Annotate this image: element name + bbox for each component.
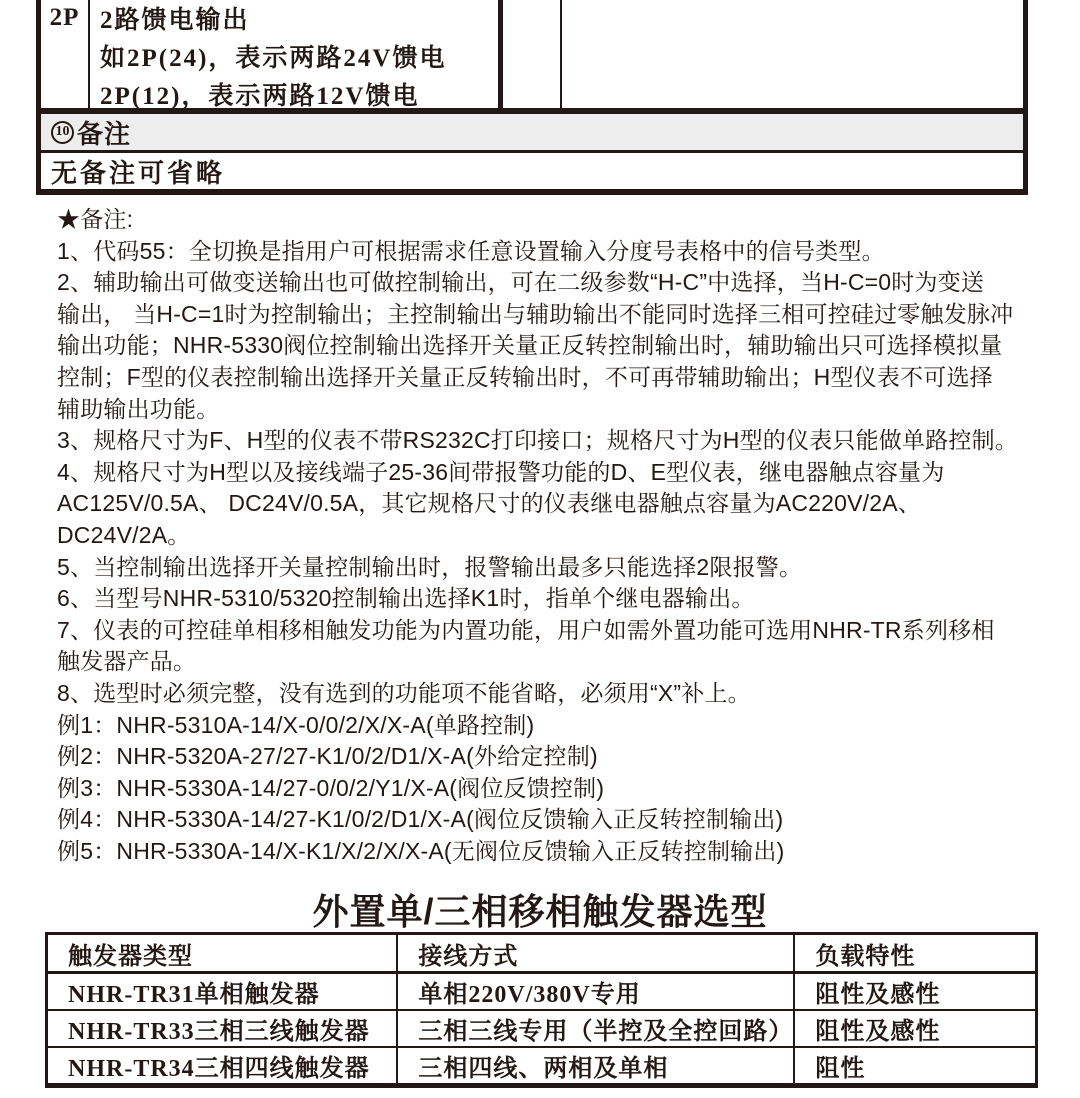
example-1: 例1：NHR-5310A-14/X-0/0/2/X/X-A(单路控制) xyxy=(57,711,535,738)
feed-description-cell xyxy=(90,0,503,108)
table-row xyxy=(47,1047,1037,1086)
feed-code-cell: 2P xyxy=(41,0,90,108)
note-8: 8、选型时必须完整，没有选到的功能项不能省略，必须用“X”补上。 xyxy=(57,679,751,706)
trigger-table-header-row xyxy=(47,934,1037,973)
remark-section-header xyxy=(36,114,1028,150)
note-2-line3: 输出功能；NHR-5330阀位控制输出选择开关量正反转控制输出时，辅助输出只可选择模拟量 xyxy=(57,332,1003,359)
table-bottom-border xyxy=(36,189,1028,195)
table-row xyxy=(47,973,1037,1011)
col-header-load-type: 负载特性 xyxy=(794,934,1036,973)
note-2-line2: 输出， 当H-C=1时为控制输出；主控制输出与辅助输出不能同时选择三相可控硅过零触发脉冲 xyxy=(57,300,1014,327)
remark-value-row: 无备注可省略 xyxy=(36,153,1028,189)
note-4-line1: 4、规格尺寸为H型以及接线端子25-36间带报警功能的D、E型仪表，继电器触点容量为 xyxy=(57,458,945,485)
note-6: 6、当型号NHR-5310/5320控制输出选择K1时，指单个继电器输出。 xyxy=(57,585,755,612)
trigger-type-cell: NHR-TR34三相四线触发器 xyxy=(47,1047,398,1086)
note-5: 5、当控制输出选择开关量控制输出时，报警输出最多只能选择2限报警。 xyxy=(57,553,803,580)
example-3: 例3：NHR-5330A-14/27-0/0/2/Y1/X-A(阀位反馈控制) xyxy=(57,774,605,801)
load-type-cell: 阻性 xyxy=(794,1047,1036,1086)
example-4: 例4：NHR-5330A-14/27-K1/0/2/D1/X-A(阀位反馈输入正反转控制输出) xyxy=(57,806,784,833)
note-7-line2: 触发器产品。 xyxy=(57,648,197,675)
notes-block xyxy=(57,204,1067,867)
example-5: 例5：NHR-5330A-14/X-K1/X/2/X/X-A(无阀位反馈输入正反转控制输出) xyxy=(57,837,785,864)
note-4-line2: AC125V/0.5A、 DC24V/0.5A，其它规格尺寸的仪表继电器触点容量为AC220V/2A、 xyxy=(57,490,921,517)
feed-desc-line-2: 如2P(24)，表示两路24V馈电 xyxy=(100,45,447,72)
load-type-cell: 阻性及感性 xyxy=(794,973,1036,1011)
table-row xyxy=(47,1010,1037,1047)
wiring-mode-cell: 三相三线专用（半控及全控回路） xyxy=(397,1010,794,1047)
note-1: 1、代码55：全切换是指用户可根据需求任意设置输入分度号表格中的信号类型。 xyxy=(57,237,885,264)
feed-desc-line-3: 2P(12)，表示两路12V馈电 xyxy=(100,83,420,110)
wiring-mode-cell: 三相四线、两相及单相 xyxy=(397,1047,794,1086)
circled-10-icon: 10 xyxy=(51,121,74,144)
feed-output-row xyxy=(36,0,1028,108)
note-2-line4: 控制；F型的仪表控制输出选择开关量正反转输出时，不可再带辅助输出；H型仪表不可选择 xyxy=(57,363,993,390)
feed-desc-line-1: 2路馈电输出 xyxy=(100,7,250,34)
col-header-trigger-type: 触发器类型 xyxy=(47,934,398,973)
trigger-selection-table xyxy=(45,932,1038,1088)
note-3: 3、规格尺寸为F、H型的仪表不带RS232C打印接口；规格尺寸为H型的仪表只能做单路控制。 xyxy=(57,427,1018,454)
note-7-line1: 7、仪表的可控硅单相移相触发功能为内置功能，用户如需外置功能可选用NHR-TR系列移相 xyxy=(57,616,995,643)
empty-code-column xyxy=(503,0,562,108)
trigger-section-title: 外置单/三相移相触发器选型 xyxy=(312,891,768,932)
wiring-mode-cell: 单相220V/380V专用 xyxy=(397,973,794,1011)
note-2-line5: 辅助输出功能。 xyxy=(57,395,220,422)
trigger-type-cell: NHR-TR33三相三线触发器 xyxy=(47,1010,398,1047)
notes-title: ★备注: xyxy=(57,206,134,232)
note-4-line3: DC24V/2A。 xyxy=(57,521,191,548)
ordering-table-fragment xyxy=(36,0,1028,195)
empty-description-column xyxy=(562,0,1023,108)
col-header-wiring-mode: 接线方式 xyxy=(397,934,794,973)
example-2: 例2：NHR-5320A-27/27-K1/0/2/D1/X-A(外给定控制) xyxy=(57,743,598,770)
remark-header-label: 备注 xyxy=(77,119,132,149)
note-2-line1: 2、辅助输出可做变送输出也可做控制输出，可在二级参数“H-C”中选择，当H-C=0时为变送 xyxy=(57,269,985,296)
trigger-type-cell: NHR-TR31单相触发器 xyxy=(47,973,398,1011)
load-type-cell: 阻性及感性 xyxy=(794,1010,1036,1047)
